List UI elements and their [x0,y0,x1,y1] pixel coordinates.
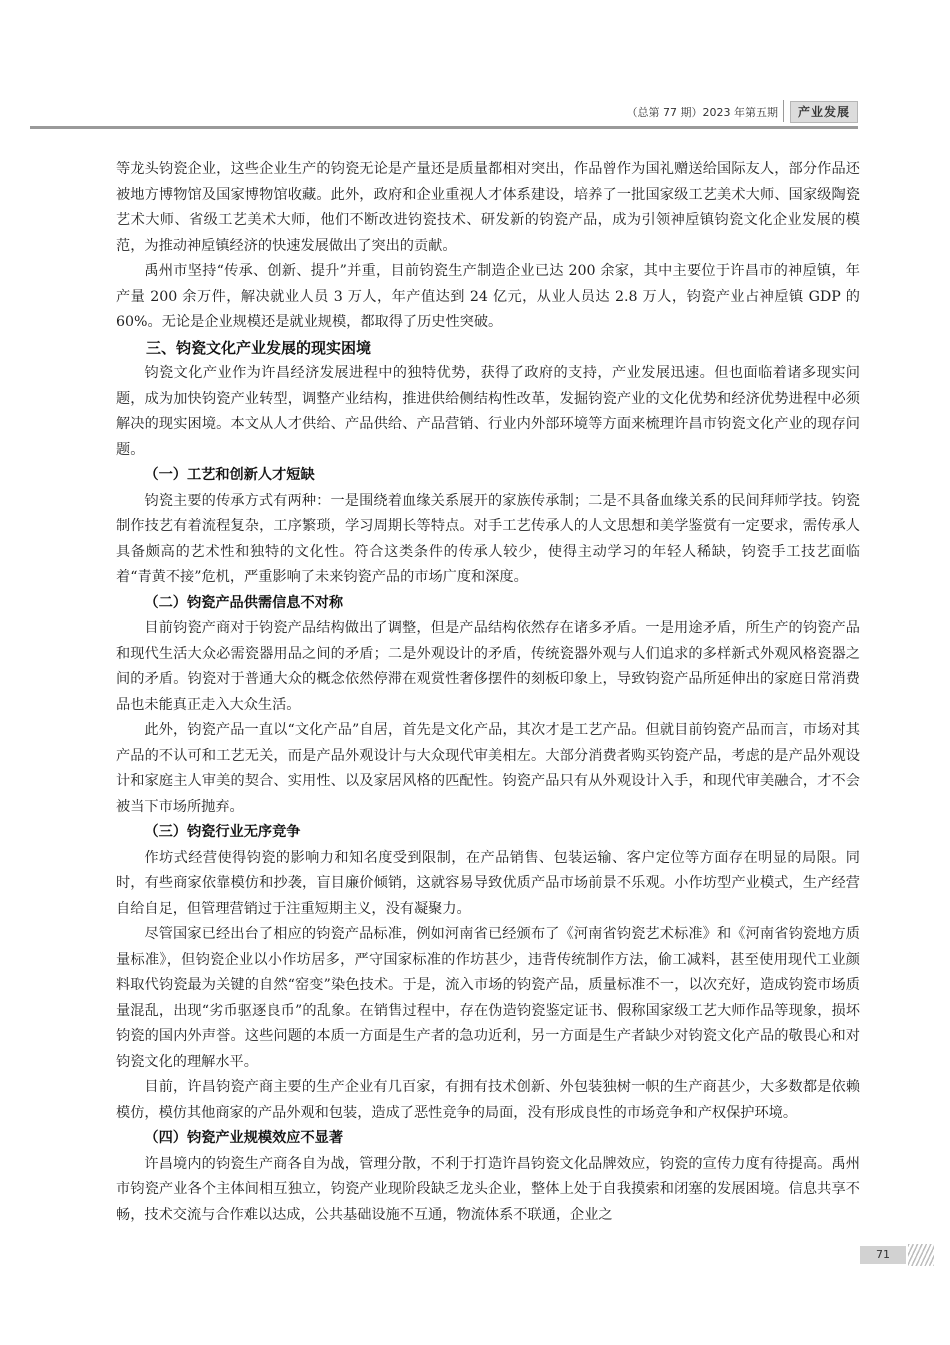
paragraph: 钧瓷主要的传承方式有两种：一是围绕着血缘关系展开的家族传承制；二是不具备血缘关系的民间拜师学技。钧瓷制作技艺有着流程复杂，工序繁琐，学习周期长等特点。对手工艺传承人的人文思想和美学鉴赏有一定要求，需传承人具备颇高的艺术性和独特的文化性。符合这类条件的传承人较少，使得主动学习的年轻人稀缺，钧瓷手工技艺面临着“青黄不接”危机，严重影响了未来钧瓷产品的市场广度和深度。 [116,492,860,585]
header-rule [30,126,858,129]
paragraph: 尽管国家已经出台了相应的钧瓷产品标准，例如河南省已经颁布了《河南省钧瓷艺术标准》和《河南省钧瓷地方质量标准》，但钧瓷企业以小作坊居多，严守国家标准的作坊甚少，违背传统制作方法，偷工减料，甚至使用现代工业颜料取代钧瓷最为关键的自然“窑变”染色技术。于是，流入市场的钧瓷产品，质量标准不一，以次充好，造成钧瓷市场质量混乱，出现“劣币驱逐良币”的乱象。在销售过程中，存在伪造钧瓷鉴定证书、假称国家级工艺大师作品等现象，损坏钧瓷的国内外声誉。这些问题的本质一方面是生产者的急功近利，另一方面是生产者缺少对钧瓷文化产品的敬畏心和对钧瓷文化的理解水平。 [116,926,860,1070]
paragraph: 等龙头钧瓷企业，这些企业生产的钧瓷无论是产量还是质量都相对突出，作品曾作为国礼赠送给国际友人，部分作品还被地方博物馆及国家博物馆收藏。此外，政府和企业重视人才体系建设，培养了一批国家级工艺美术大师、国家级陶瓷艺术大师、省级工艺美术大师，他们不断改进钧瓷技术、研发新的钧瓷产品，成为引领神垕镇钧瓷文化企业发展的模范，为推动神垕镇经济的快速发展做出了突出的贡献。 [116,161,860,254]
paragraph: 目前钧瓷产商对于钧瓷产品结构做出了调整，但是产品结构依然存在诸多矛盾。一是用途矛盾，所生产的钧瓷产品和现代生活大众必需瓷器用品之间的矛盾；二是外观设计的矛盾，传统瓷器外观与人们追求的多样新式外观风格瓷器之间的矛盾。钧瓷对于普通大众的概念依然停滞在观赏性奢侈摆件的刻板印象上，导致钧瓷产品所延伸出的家庭日常消费品也未能真正走入大众生活。 [116,620,860,713]
page-number: 71 [860,1246,906,1264]
header-divider [783,100,784,122]
subsection-heading: （三）钧瓷行业无序竞争 [144,824,301,840]
section-heading: 三、钧瓷文化产业发展的现实困境 [146,338,372,357]
paragraph: 作坊式经营使得钧瓷的影响力和知名度受到限制，在产品销售、包装运输、客户定位等方面存在明显的局限。同时，有些商家依靠模仿和抄袭，盲目廉价倾销，这就容易导致优质产品市场前景不乐观。小作坊型产业模式，生产经营自给自足，但管理营销过于注重短期主义，没有凝聚力。 [116,849,860,917]
subsection-heading: （四）钧瓷产业规模效应不显著 [144,1130,344,1146]
journal-issue-label: （总第 77 期）2023 年第五期 [626,106,778,119]
paragraph: 许昌境内的钧瓷生产商各自为战，管理分散，不利于打造许昌钧瓷文化品牌效应，钧瓷的宣传力度有待提高。禹州市钧瓷产业各个主体间相互独立，钧瓷产业现阶段缺乏龙头企业，整体上处于自我摸索和闭塞的发展困境。信息共享不畅，技术交流与合作难以达成，公共基础设施不互通，物流体系不联通，企业之 [116,1155,860,1223]
decorative-hatch [908,1244,934,1266]
article-body [116,157,860,1228]
subsection-heading: （二）钧瓷产品供需信息不对称 [144,594,344,611]
section-title-badge: 产业发展 [790,101,858,123]
paragraph: 目前，许昌钧瓷产商主要的生产企业有几百家，有拥有技术创新、外包装独树一帜的生产商甚少，大多数都是依赖模仿，模仿其他商家的产品外观和包装，造成了恶性竞争的局面，没有形成良性的市场竞争和产权保护环境。 [116,1079,860,1121]
paragraph: 禹州市坚持“传承、创新、提升”并重，目前钧瓷生产制造企业已达 200 余家，其中主要位于许昌市的神垕镇，年产量 200 余万件，解决就业人员 3 万人，年产值达到 24 亿元，从业人员达 2.8 万人，钧瓷产业占神垕镇 GDP 的 60%。无论是企业规模还是就业规模，都取得了历史性突破。 [116,263,860,330]
paragraph: 此外，钧瓷产品一直以“文化产品”自居，首先是文化产品，其次才是工艺产品。但就目前钧瓷产品而言，市场对其产品的不认可和工艺无关，而是产品外观设计与大众现代审美相左。大部分消费者购买钧瓷产品，考虑的是产品外观设计和家庭主人审美的契合、实用性、以及家居风格的匹配性。钧瓷产品只有从外观设计入手，和现代审美融合，才不会被当下市场所抛弃。 [116,722,860,815]
paragraph: 钧瓷文化产业作为许昌经济发展进程中的独特优势，获得了政府的支持，产业发展迅速。但也面临着诸多现实问题，成为加快钧瓷产业转型，调整产业结构，推进供给侧结构性改革，发掘钧瓷产业的文化优势和经济优势进程中必须解决的现实困境。本文从人才供给、产品供给、产品营销、行业内外部环境等方面来梳理许昌市钧瓷文化产业的现存问题。 [116,365,860,458]
subsection-heading: （一）工艺和创新人才短缺 [144,467,315,483]
